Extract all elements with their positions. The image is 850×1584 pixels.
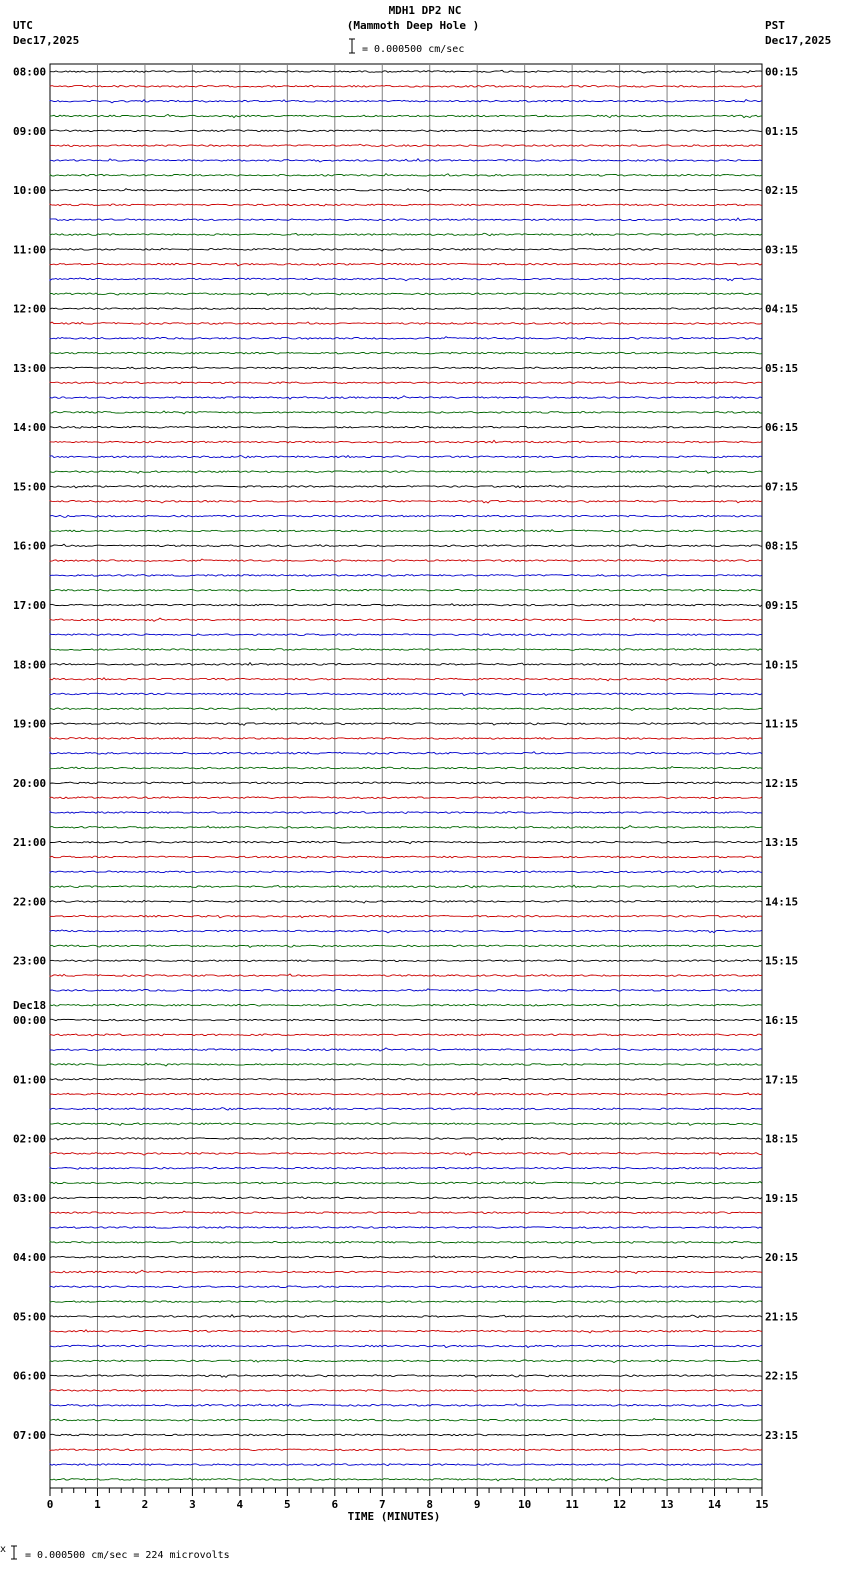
pst-hour-label: 10:15	[765, 658, 799, 672]
pst-hour-label: 03:15	[765, 243, 799, 257]
utc-hour-label: 14:00	[13, 421, 47, 435]
seismic-trace	[50, 248, 762, 251]
pst-hour-label: 05:15	[765, 361, 799, 375]
seismic-trace	[50, 456, 762, 459]
seismic-trace	[50, 1434, 762, 1436]
seismic-trace	[50, 1063, 762, 1066]
seismic-trace	[50, 144, 762, 146]
seismic-trace	[50, 293, 762, 295]
seismic-trace	[50, 1345, 762, 1347]
seismic-trace	[50, 559, 762, 562]
seismic-trace	[50, 1108, 762, 1111]
seismic-trace	[50, 218, 762, 221]
seismic-trace	[50, 723, 762, 726]
seismic-trace	[50, 1286, 762, 1288]
utc-hour-label: 21:00	[13, 836, 47, 850]
seismic-trace	[50, 485, 762, 488]
seismic-trace	[50, 308, 762, 310]
seismic-trace	[50, 204, 762, 206]
seismic-trace	[50, 426, 762, 428]
pst-hour-label: 08:15	[765, 539, 799, 553]
x-tick-label: 14	[707, 1498, 722, 1511]
station-location: (Mammoth Deep Hole )	[346, 19, 480, 32]
seismic-trace	[50, 1048, 762, 1051]
pst-hour-label: 13:15	[765, 836, 799, 850]
x-tick-label: 11	[565, 1498, 579, 1511]
utc-hour-label: 02:00	[13, 1132, 47, 1146]
seismic-trace	[50, 471, 762, 474]
seismic-trace	[50, 396, 762, 399]
seismic-trace	[50, 1182, 762, 1184]
x-tick-label: 9	[473, 1498, 481, 1511]
utc-hour-label: 19:00	[13, 717, 47, 731]
x-tick-label: 12	[612, 1498, 627, 1511]
x-tick-label: 10	[518, 1498, 532, 1511]
utc-hour-label: 11:00	[13, 243, 47, 257]
footer-scale-bar-icon	[11, 1546, 17, 1559]
utc-hour-label: 05:00	[13, 1310, 47, 1324]
plot-frame	[50, 64, 762, 1488]
day-change-label: Dec18	[13, 998, 47, 1012]
pst-hour-label: 00:15	[765, 65, 799, 79]
pst-hour-label: 09:15	[765, 599, 799, 613]
utc-hour-label: 09:00	[13, 124, 47, 138]
pst-hour-label: 16:15	[765, 1013, 799, 1027]
x-tick-label: 0	[46, 1498, 54, 1511]
pst-hour-label: 17:15	[765, 1073, 799, 1087]
utc-hour-label: 16:00	[13, 539, 47, 553]
seismic-trace	[50, 870, 762, 873]
seismic-trace	[50, 1019, 762, 1021]
seismic-trace	[50, 322, 762, 324]
seismic-trace	[50, 515, 762, 517]
seismic-trace	[50, 841, 762, 844]
seismic-trace	[50, 1227, 762, 1229]
seismic-trace	[50, 500, 762, 503]
seismic-trace	[50, 959, 762, 961]
utc-hour-label: 03:00	[13, 1191, 47, 1205]
x-tick-label: 1	[94, 1498, 101, 1511]
seismic-trace	[50, 174, 762, 176]
utc-hour-label: 07:00	[13, 1428, 47, 1442]
seismic-trace	[50, 85, 762, 87]
seismic-trace	[50, 1464, 762, 1466]
seismic-trace	[50, 189, 762, 192]
seismic-trace	[50, 1449, 762, 1451]
seismic-trace	[50, 114, 762, 117]
seismic-trace	[50, 1315, 762, 1318]
seismic-trace	[50, 945, 762, 947]
utc-hour-label: 04:00	[13, 1251, 47, 1265]
seismic-trace	[50, 1256, 762, 1259]
pst-hour-label: 06:15	[765, 421, 799, 435]
pst-hour-label: 02:15	[765, 184, 799, 198]
pst-hour-label: 23:15	[765, 1428, 799, 1442]
pst-hour-label: 14:15	[765, 895, 799, 909]
utc-hour-label: 12:00	[13, 302, 47, 316]
utc-hour-label: 20:00	[13, 776, 47, 790]
scale-bar-icon	[349, 39, 355, 53]
seismic-trace	[50, 604, 762, 607]
seismic-trace	[50, 989, 762, 992]
pst-hour-label: 04:15	[765, 302, 799, 316]
utc-hour-label: 18:00	[13, 658, 47, 672]
seismic-trace	[50, 278, 762, 281]
seismic-trace	[50, 634, 762, 636]
seismic-trace	[50, 930, 762, 933]
seismic-trace	[50, 1137, 762, 1140]
utc-hour-label: 08:00	[13, 65, 47, 79]
utc-hour-label: 06:00	[13, 1369, 47, 1383]
seismic-trace	[50, 1404, 762, 1406]
x-tick-label: 6	[331, 1498, 339, 1511]
left-timezone: UTC	[13, 19, 33, 32]
seismic-trace	[50, 618, 762, 621]
utc-hour-label: 17:00	[13, 599, 47, 613]
seismic-trace	[50, 767, 762, 770]
seismic-trace	[50, 100, 762, 103]
seismic-trace	[50, 1152, 762, 1155]
utc-hour-label: 01:00	[13, 1073, 47, 1087]
seismic-trace	[50, 1242, 762, 1244]
seismic-trace	[50, 233, 762, 236]
scale-label: = 0.000500 cm/sec	[362, 44, 465, 55]
seismic-trace	[50, 130, 762, 132]
seismic-trace	[50, 1360, 762, 1363]
seismic-trace	[50, 856, 762, 858]
pst-hour-label: 07:15	[765, 480, 799, 494]
seismic-trace	[50, 367, 762, 369]
seismic-trace	[50, 263, 762, 265]
utc-hour-label: 10:00	[13, 184, 47, 198]
seismic-trace	[50, 411, 762, 414]
x-tick-label: 4	[236, 1498, 244, 1511]
seismic-trace	[50, 974, 762, 976]
right-date: Dec17,2025	[765, 34, 832, 47]
seismic-trace	[50, 70, 762, 73]
seismic-trace	[50, 1211, 762, 1214]
seismic-trace	[50, 752, 762, 754]
right-timezone: PST	[765, 19, 785, 32]
seismic-trace	[50, 915, 762, 917]
seismic-trace	[50, 693, 762, 695]
seismic-trace	[50, 1167, 762, 1169]
seismic-trace	[50, 1390, 762, 1392]
seismic-trace	[50, 1079, 762, 1081]
seismic-trace	[50, 649, 762, 651]
seismic-trace	[50, 159, 762, 162]
seismic-trace	[50, 530, 762, 532]
seismic-trace	[50, 381, 762, 384]
pst-hour-label: 01:15	[765, 124, 799, 138]
seismic-trace	[50, 782, 762, 784]
seismic-trace	[50, 885, 762, 888]
seismic-trace	[50, 1034, 762, 1037]
seismic-trace	[50, 812, 762, 814]
seismic-trace	[50, 708, 762, 711]
pst-hour-label: 18:15	[765, 1132, 799, 1146]
seismic-trace	[50, 575, 762, 577]
pst-hour-label: 21:15	[765, 1310, 799, 1324]
seismic-trace	[50, 1478, 762, 1481]
x-axis-label: TIME (MINUTES)	[347, 1510, 441, 1523]
seismic-trace	[50, 1270, 762, 1273]
pst-hour-label: 22:15	[765, 1369, 799, 1383]
x-tick-label: 13	[660, 1498, 674, 1511]
x-tick-label: 8	[426, 1498, 434, 1511]
utc-hour-label: 23:00	[13, 954, 47, 968]
x-tick-label: 7	[378, 1498, 386, 1511]
pst-hour-label: 20:15	[765, 1251, 799, 1265]
seismic-trace	[50, 544, 762, 546]
pst-hour-label: 15:15	[765, 954, 799, 968]
footer-marker: x	[0, 1544, 7, 1555]
seismic-trace	[50, 1197, 762, 1199]
seismic-trace	[50, 738, 762, 740]
seismic-trace	[50, 337, 762, 340]
seismic-trace	[50, 826, 762, 829]
seismic-trace	[50, 440, 762, 443]
seismic-trace	[50, 1123, 762, 1126]
seismic-trace	[50, 1375, 762, 1378]
utc-hour-label: 22:00	[13, 895, 47, 909]
seismic-trace	[50, 352, 762, 354]
x-tick-label: 15	[755, 1498, 769, 1511]
seismic-trace	[50, 1092, 762, 1095]
seismic-trace	[50, 797, 762, 799]
seismic-trace	[50, 678, 762, 681]
utc-hour-label: 15:00	[13, 480, 47, 494]
seismic-trace	[50, 663, 762, 666]
pst-hour-label: 11:15	[765, 717, 799, 731]
seismic-trace	[50, 900, 762, 903]
utc-hour-label: 00:00	[13, 1013, 47, 1027]
seismic-trace	[50, 1330, 762, 1333]
footer-scale-label: = 0.000500 cm/sec = 224 microvolts	[25, 1550, 230, 1561]
pst-hour-label: 12:15	[765, 776, 799, 790]
x-tick-label: 5	[284, 1498, 291, 1511]
seismic-trace	[50, 1301, 762, 1303]
seismic-trace	[50, 1419, 762, 1422]
pst-hour-label: 19:15	[765, 1191, 799, 1205]
x-tick-label: 3	[189, 1498, 196, 1511]
utc-hour-label: 13:00	[13, 361, 47, 375]
left-date: Dec17,2025	[13, 34, 80, 47]
seismic-trace	[50, 1004, 762, 1006]
seismic-trace	[50, 589, 762, 591]
x-tick-label: 2	[141, 1498, 149, 1511]
station-title: MDH1 DP2 NC	[388, 4, 462, 17]
